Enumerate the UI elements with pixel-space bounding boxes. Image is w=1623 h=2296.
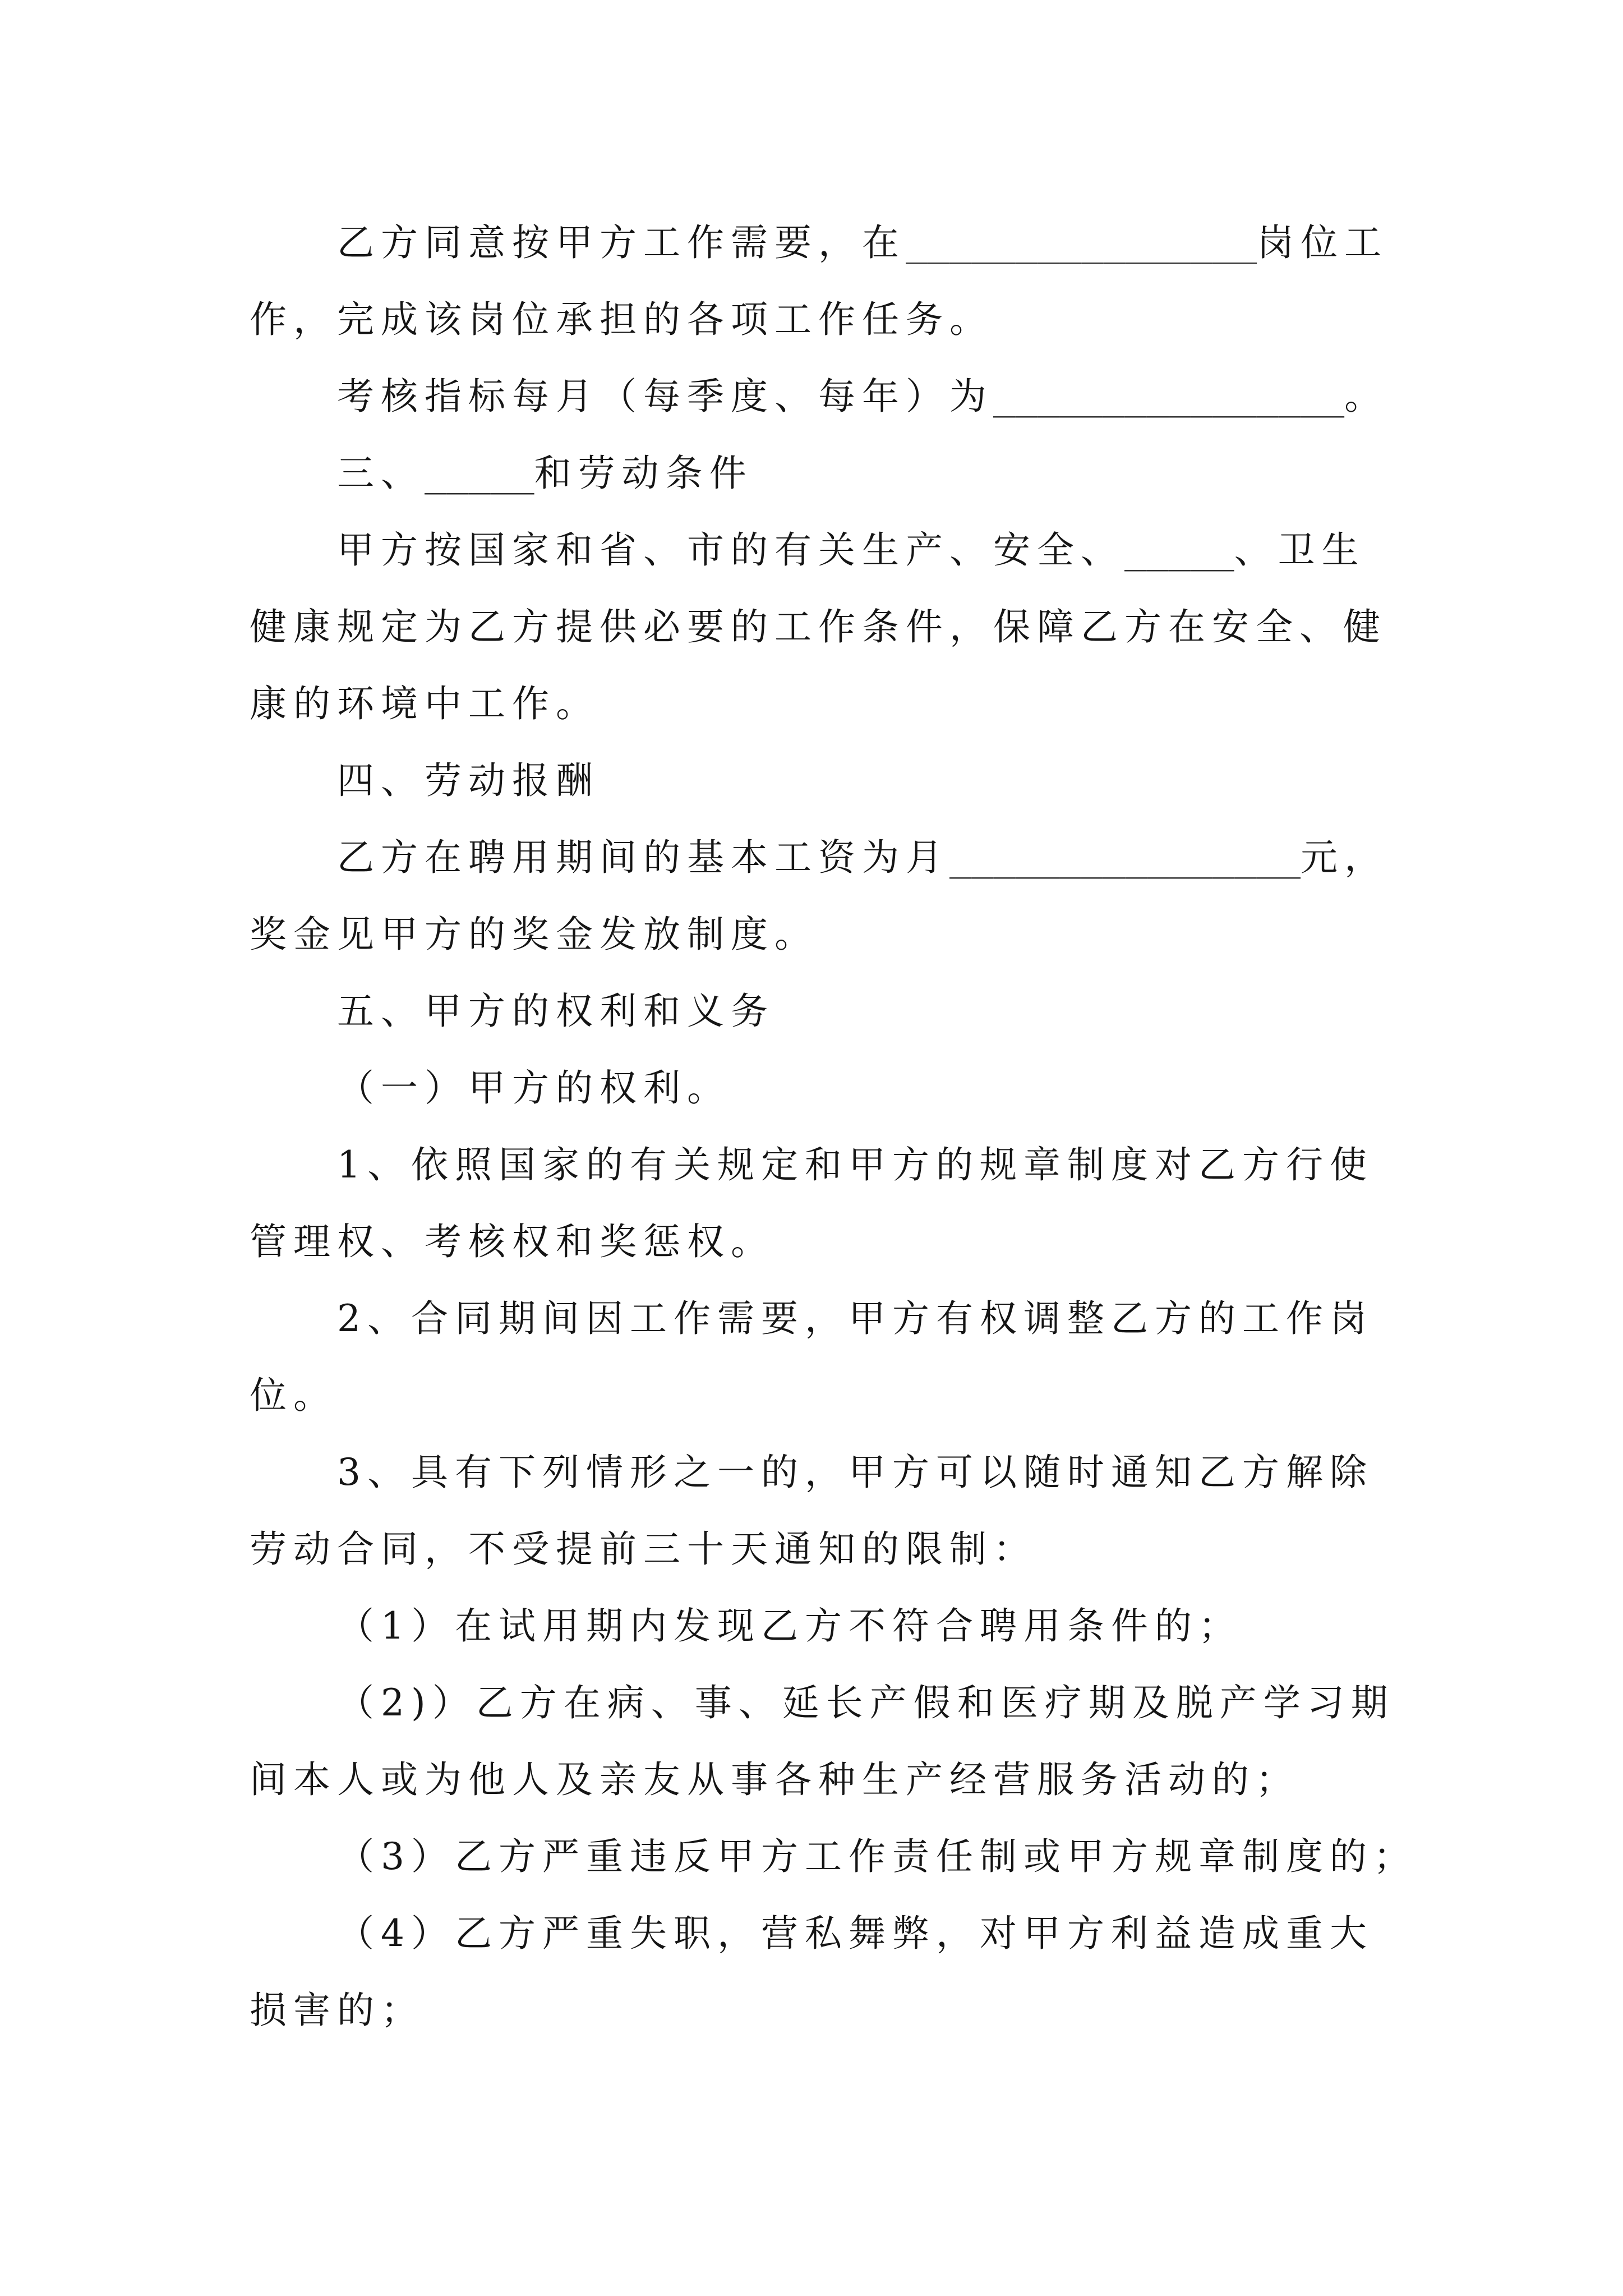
employer-rights-subheading <box>250 1050 1483 1126</box>
employer-right-3-line-1 <box>250 1434 1483 1511</box>
fill-in-blank: ________________ <box>906 222 1257 264</box>
contract-body <box>250 204 1483 2049</box>
section-four-heading <box>250 742 1483 819</box>
line-text: 。 <box>1344 375 1389 418</box>
line-text: 五、甲方的权利和义务 <box>337 990 774 1033</box>
salary-line-1 <box>250 819 1483 896</box>
line-text: 作，完成该岗位承担的各项工作任务。 <box>250 298 993 341</box>
termination-case-4-line-1 <box>250 1895 1483 1972</box>
line-text: 康的环境中工作。 <box>250 682 600 725</box>
line-text: 奖金见甲方的奖金发放制度。 <box>250 913 818 956</box>
fill-in-blank: _____ <box>1124 530 1234 572</box>
employer-right-1-line-1 <box>250 1126 1483 1203</box>
line-text: 元， <box>1301 836 1389 879</box>
working-conditions-line-2 <box>250 588 1483 665</box>
termination-case-2-line-1 <box>250 1664 1483 1741</box>
line-text: 位。 <box>250 1374 337 1417</box>
employer-right-2-line-1 <box>250 1280 1483 1357</box>
line-text: （4）乙方严重失职，营私舞弊，对甲方利益造成重大 <box>337 1912 1373 1955</box>
line-text: 乙方同意按甲方工作需要，在 <box>337 221 906 264</box>
section-five-heading <box>250 973 1483 1050</box>
termination-case-2-line-2 <box>250 1741 1483 1818</box>
employer-right-2-line-2 <box>250 1357 1483 1434</box>
fill-in-blank: ________________ <box>993 376 1345 418</box>
termination-case-4-line-2 <box>250 1972 1483 2049</box>
post-assignment-line-2 <box>250 281 1483 358</box>
line-text: （1）在试用期内发现乙方不符合聘用条件的； <box>337 1604 1242 1648</box>
line-text: 四、劳动报酬 <box>337 759 600 802</box>
line-text: 、卫生 <box>1234 528 1366 572</box>
section-three-heading <box>250 435 1483 512</box>
line-text: 1、依照国家的有关规定和甲方的规章制度对乙方行使 <box>337 1143 1373 1186</box>
employer-right-3-line-2 <box>250 1511 1483 1588</box>
line-text: 岗位工 <box>1257 221 1389 264</box>
line-text: （一）甲方的权利。 <box>337 1066 731 1110</box>
salary-line-2 <box>250 896 1483 973</box>
line-text: 2、合同期间因工作需要，甲方有权调整乙方的工作岗 <box>337 1297 1373 1340</box>
termination-case-1-line <box>250 1588 1483 1664</box>
post-assignment-line-1 <box>250 204 1483 281</box>
line-text: 间本人或为他人及亲友从事各种生产经营服务活动的； <box>250 1758 1299 1801</box>
working-conditions-line-1 <box>250 512 1483 588</box>
termination-case-3-line <box>250 1818 1483 1895</box>
line-text: （2)）乙方在病、事、延长产假和医疗期及脱产学习期 <box>337 1681 1395 1724</box>
line-text: 3、具有下列情形之一的，甲方可以随时通知乙方解除 <box>337 1451 1373 1494</box>
employer-right-1-line-2 <box>250 1203 1483 1280</box>
line-text: 乙方在聘用期间的基本工资为月 <box>337 836 949 879</box>
line-text: 三、 <box>337 452 425 495</box>
line-text: 劳动合同，不受提前三十天通知的限制： <box>250 1527 1037 1571</box>
fill-in-blank: ________________ <box>949 837 1301 879</box>
line-text: 管理权、考核权和奖惩权。 <box>250 1220 774 1263</box>
assessment-indicator-line <box>250 358 1483 435</box>
line-text: 损害的； <box>250 1989 425 2032</box>
working-conditions-line-3 <box>250 665 1483 742</box>
fill-in-blank: _____ <box>425 453 534 495</box>
line-text: （3）乙方严重违反甲方工作责任制或甲方规章制度的； <box>337 1835 1417 1878</box>
line-text: 甲方按国家和省、市的有关生产、安全、 <box>337 528 1124 572</box>
line-text: 考核指标每月（每季度、每年）为 <box>337 375 993 418</box>
line-text: 和劳动条件 <box>534 452 753 495</box>
line-text: 健康规定为乙方提供必要的工作条件，保障乙方在安全、健 <box>250 605 1387 648</box>
